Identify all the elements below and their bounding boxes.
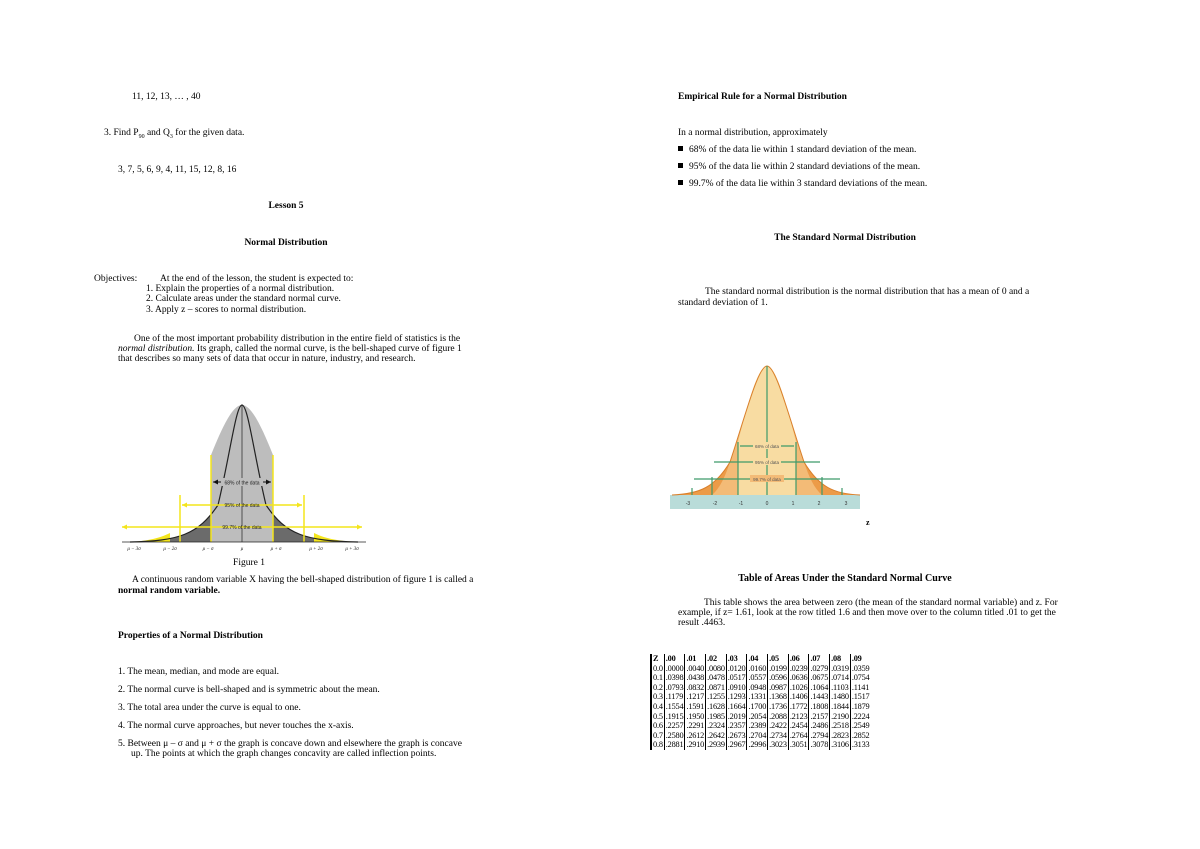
z-table-cell: .2291 [686,721,705,731]
z-table-header-cell: .03 [726,654,747,664]
z-table-row-label: 0.0 [653,663,663,673]
z-axis-label: z [866,518,870,527]
z-table-cell: .0948 [748,682,767,692]
bullet-icon [678,180,683,185]
z-table-cell: .3133 [851,740,870,750]
intro-line-2-rest: Its graph, called the normal curve, is the bell-shaped curve of figure 1 [194,344,462,354]
z-table-header-cell: .02 [706,654,727,664]
crv-line-1: A continuous random variable X having the bell-shaped distribution of figure 1 is called a [132,575,474,585]
fig1-tick-2: μ − σ [202,547,214,552]
z-table-cell: .1700 [748,701,767,711]
z-table-cell: .2612 [686,730,705,740]
z-table-cell: .1064 [810,682,829,692]
fig1-label-997: 99.7% of the data [222,525,262,531]
z-table-cell: .1879 [851,701,870,711]
z-table-cell: .2190 [831,711,849,721]
data-line: 3, 7, 5, 6, 9, 4, 11, 15, 12, 8, 16 [118,165,237,175]
fig1-tick-1: μ − 2σ [163,547,177,552]
z-table-cell: .2518 [831,721,849,731]
z-table-cell: .0040 [686,663,705,673]
z-table-cell: .2324 [707,721,725,731]
objective-1: 1. Explain the properties of a normal distribution. [146,284,335,294]
z-table-cell: .2389 [748,721,767,731]
fig1-label-68: 68% of the data [224,480,260,487]
z-table-cell: .2881 [665,740,684,750]
empirical-heading: Empirical Rule for a Normal Distribution [678,92,847,102]
standard-normal-heading: The Standard Normal Distribution [774,233,916,243]
z-table-cell: .1368 [769,692,787,702]
empirical-item-3 [678,179,927,191]
item3-mid: and Q [144,128,170,138]
z-table-cell: .0675 [810,673,829,683]
z-table-cell: .2580 [665,730,684,740]
z-table-cell: .0987 [769,682,787,692]
property-2: 2. The normal curve is bell-shaped and is symmetric about the mean. [118,685,380,695]
z-table-cell: .1406 [789,692,808,702]
intro-line-3: that describes so many sets of data that occur in nature, industry, and research. [118,354,416,364]
z-table-cell: .2939 [707,740,725,750]
z-table-cell: .0871 [707,682,725,692]
z-table-cell: .2157 [810,711,829,721]
fig1-tick-0: μ − 3σ [127,547,141,552]
z-table-cell: .1331 [748,692,767,702]
fig2-label-997: 99.7% of data [753,477,781,482]
fig1-tick-4: μ + σ [270,547,282,552]
z-table-row [651,673,871,683]
z-table-header-cell: .01 [685,654,706,664]
fig1-tick-5: μ + 2σ [309,547,323,552]
fig2-tick-2: -1 [738,501,744,507]
table-heading: Table of Areas Under the Standard Normal Curve [738,573,952,584]
z-table-cell: .1628 [707,701,725,711]
item3-suffix: for the given data. [172,128,245,138]
z-table-header-row [651,654,871,664]
fig2-label-68: 68% of data [754,444,780,449]
z-table-row-label: 0.7 [653,730,663,740]
z-table-row [651,683,871,693]
z-table-header-cell: .06 [788,654,809,664]
lesson-title: Normal Distribution [244,238,328,248]
z-table-cell: .1664 [727,701,746,711]
z-table-cell: .2642 [707,730,725,740]
z-table-cell: .2019 [727,711,746,721]
empirical-item-2-text: 95% of the data lie within 2 standard deviations of the mean. [689,162,921,172]
crv-bold: normal random variable. [118,586,221,596]
z-table-cell: .0160 [748,663,767,673]
z-table-cell: .2704 [748,730,767,740]
properties-heading: Properties of a Normal Distribution [118,631,263,641]
standard-normal-line-2: standard deviation of 1. [678,298,768,308]
z-table-cell: .1480 [831,692,849,702]
property-5: 5. Between μ – σ and μ + σ the graph is concave down and elsewhere the graph is concave [118,739,462,749]
z-table-cell: .1517 [851,692,870,702]
z-table-row [651,664,871,674]
z-table-cell: .2967 [727,740,746,750]
z-table-header-cell: .04 [747,654,768,664]
standard-normal-line-1: The standard normal distribution is the normal distribution that has a mean of 0 and a [705,287,1030,297]
property-3: 3. The total area under the curve is equal to one. [118,703,301,713]
z-table-cell: .1179 [665,692,684,702]
z-table-cell: .1026 [789,682,808,692]
z-table-cell: .0279 [810,663,829,673]
z-table-row [651,712,871,722]
z-table-cell: .0517 [727,673,746,683]
item3-sub2: 3 [169,133,173,140]
fig2-label-95: 95% of data [754,460,780,465]
z-table-cell: .1950 [686,711,705,721]
z-table-cell: .0199 [769,663,787,673]
z-table-cell: .0359 [851,663,870,673]
z-table-cell: .0438 [686,673,705,683]
z-table-cell: .0239 [789,663,808,673]
bullet-icon [678,146,683,151]
z-table-header-cell: .05 [768,654,789,664]
figure-2-standard-normal-curve [670,362,860,512]
exercise-item-3 [104,128,244,141]
z-table-row [651,721,871,731]
fig1-tick-3: μ [240,547,244,552]
z-table-cell: .1554 [665,701,684,711]
property-4: 4. The normal curve approaches, but never touches the x-axis. [118,721,354,731]
z-table-cell: .0793 [665,682,684,692]
objectives-intro: At the end of the lesson, the student is expected to: [160,274,354,284]
z-table-cell: .0636 [789,673,808,683]
objective-3: 3. Apply z – scores to normal distribution. [146,305,307,315]
z-table-cell: .2852 [851,730,870,740]
z-table-cell: .0000 [665,663,684,673]
z-table-cell: .3078 [810,740,829,750]
empirical-item-1-text: 68% of the data lie within 1 standard deviation of the mean. [689,145,917,155]
intro-line-1: One of the most important probability distribution in the entire field of statistics is the [134,334,461,344]
z-table-row-label: 0.5 [653,711,663,721]
z-table-cell: .2454 [789,721,808,731]
table-desc-line-3: result .4463. [678,618,726,628]
z-table-cell: .3106 [831,740,849,750]
item3-prefix: 3. Find P [104,128,139,138]
lesson-number: Lesson 5 [268,201,304,211]
z-table-cell: .2357 [727,721,746,731]
z-table-cell: .2123 [789,711,808,721]
fig2-tick-0: -3 [685,501,691,507]
z-table-cell: .2734 [769,730,787,740]
z-table-cell: .2054 [748,711,767,721]
z-table-cell: .2764 [789,730,808,740]
z-table-cell: .1255 [707,692,725,702]
z-table-cell: .2422 [769,721,787,731]
empirical-item-3-text: 99.7% of the data lie within 3 standard deviations of the mean. [689,179,928,189]
z-table-cell: .2257 [665,721,684,731]
z-table-row [651,692,871,702]
z-table-row-label: 0.8 [653,740,663,750]
z-table-cell: .2088 [769,711,787,721]
z-table-container [650,654,871,750]
z-table-cell: .1293 [727,692,746,702]
z-table-cell: .2549 [851,721,870,731]
table-desc-line-1: This table shows the area between zero (the mean of the standard normal variable) and z. For [704,598,1058,608]
z-table-header-cell: .08 [830,654,851,664]
objective-2: 2. Calculate areas under the standard normal curve. [146,294,341,304]
objectives-label: Objectives: [94,274,138,284]
fig1-label-95: 95% of the data [224,503,260,509]
intro-italic: normal distribution. [118,344,195,354]
z-table-header-cell: .09 [850,654,870,664]
fig2-tick-1: -2 [712,501,718,507]
z-table-cell: .2910 [686,740,705,750]
z-table-cell: .0754 [851,673,870,683]
z-table-cell: .0832 [686,682,705,692]
z-table-header-cell: .07 [809,654,830,664]
z-table-cell: .2486 [810,721,829,731]
figure-caption: Figure 1 [233,558,265,568]
fig2-tick-3: 0 [765,501,769,507]
z-table-cell: .1808 [810,701,829,711]
z-table-cell: .2673 [727,730,746,740]
table-desc-line-2: example, if z= 1.61, look at the row titled 1.6 and then move over to the column titled .01 to get the [678,608,1056,618]
z-table-cell: .1103 [831,682,849,692]
z-table-cell: .0120 [727,663,746,673]
z-table-cell: .1217 [686,692,705,702]
z-table [650,654,871,750]
fig2-tick-6: 3 [844,501,848,507]
property-5-cont: up. The points at which the graph changes concavity are called inflection points. [131,749,437,759]
z-table-cell: .1736 [769,701,787,711]
series-line: 11, 12, 13, … , 40 [132,92,201,102]
z-table-row [651,702,871,712]
z-table-cell: .1772 [789,701,808,711]
empirical-item-2 [678,162,920,174]
z-table-row-label: 0.2 [653,682,663,692]
z-table-row-label: 0.1 [653,673,663,683]
empirical-item-1 [678,145,916,157]
z-table-row-label: 0.3 [653,692,663,702]
z-table-cell: .0557 [748,673,767,683]
z-table-cell: .1915 [665,711,684,721]
z-table-cell: .0398 [665,673,684,683]
z-table-cell: .2823 [831,730,849,740]
fig1-tick-6: μ + 3σ [345,547,359,552]
property-1: 1. The mean, median, and mode are equal. [118,667,279,677]
figure-1-normal-curve [118,395,370,553]
z-table-row [651,740,871,750]
fig2-tick-5: 2 [817,501,821,507]
bullet-icon [678,163,683,168]
item3-sub: 90 [138,133,145,140]
z-table-cell: .1141 [851,682,870,692]
z-table-cell: .3023 [769,740,787,750]
z-table-cell: .0319 [831,663,849,673]
z-table-cell: .0080 [707,663,725,673]
z-table-cell: .0714 [831,673,849,683]
fig2-tick-4: 1 [791,501,795,507]
z-table-cell: .1591 [686,701,705,711]
z-table-cell: .0910 [727,682,746,692]
z-table-header-cell: .00 [664,654,685,664]
z-table-header-cell: Z [651,654,664,664]
z-table-cell: .2794 [810,730,829,740]
z-table-row-label: 0.6 [653,721,663,731]
z-table-cell: .0596 [769,673,787,683]
z-table-cell: .3051 [789,740,808,750]
z-table-cell: .2224 [851,711,870,721]
z-table-row-label: 0.4 [653,701,663,711]
z-table-cell: .2996 [748,740,767,750]
z-table-cell: .1844 [831,701,849,711]
z-table-cell: .0478 [707,673,725,683]
z-table-row [651,731,871,741]
z-table-cell: .1443 [810,692,829,702]
z-table-cell: .1985 [707,711,725,721]
empirical-intro: In a normal distribution, approximately [678,128,828,138]
